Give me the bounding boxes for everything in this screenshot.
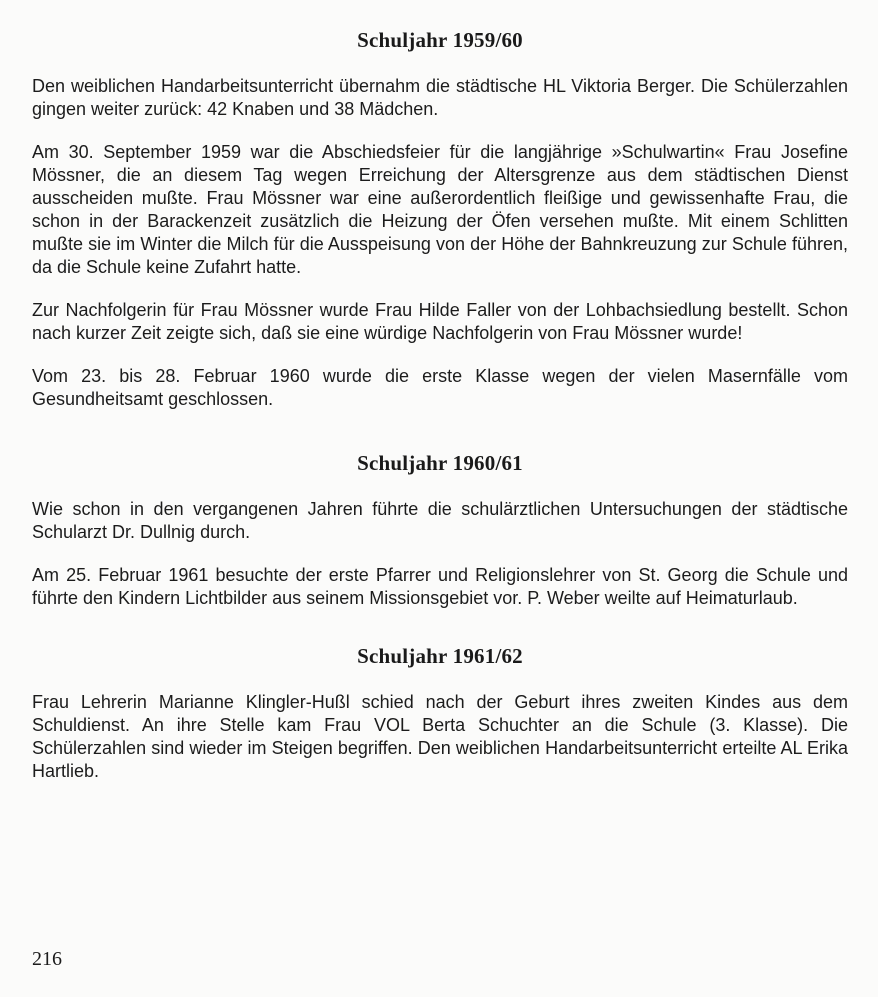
paragraph: Vom 23. bis 28. Februar 1960 wurde die erste Klasse wegen der vielen Masernfälle vom Gesundheitsamt geschlossen. — [32, 366, 848, 409]
paragraph: Am 30. September 1959 war die Abschiedsfeier für die langjährige »Schulwartin« Frau Josefine Mössner, die an diesem Tag wegen Erreichung der Altersgrenze aus dem städtischen Dienst ausscheiden mußte. Frau Mössner war eine außerordentlich fleißige und gewissenhafte Frau, die schon in der Barackenzeit zusätzlich die Heizung der Öfen versehen mußte. Mit einem Schlitten mußte sie im Winter die Milch für die Ausspeisung von der Höhe der Bahnkreuzung zur Schule führen, da die Schule keine Zufahrt hatte. — [32, 142, 848, 277]
paragraph: Wie schon in den vergangenen Jahren führte die schulärztlichen Untersuchungen der städtische Schularzt Dr. Dullnig durch. — [32, 499, 848, 542]
paragraph: Den weiblichen Handarbeitsunterricht übernahm die städtische HL Viktoria Berger. Die Schülerzahlen gingen weiter zurück: 42 Knaben und 38 Mädchen. — [32, 76, 848, 119]
page-content — [32, 28, 848, 817]
section-heading: Schuljahr 1961/62 — [357, 644, 523, 668]
paragraph: Zur Nachfolgerin für Frau Mössner wurde Frau Hilde Faller von der Lohbachsiedlung bestellt. Schon nach kurzer Zeit zeigte sich, daß sie eine würdige Nachfolgerin von Frau Mössner wurde! — [32, 300, 848, 343]
section-1961-62 — [32, 644, 848, 783]
paragraph: Frau Lehrerin Marianne Klingler-Hußl schied nach der Geburt ihres zweiten Kindes aus dem Schuldienst. An ihre Stelle kam Frau VOL Berta Schuchter an die Schule (3. Klasse). Die Schülerzahlen sind wieder im Steigen begriffen. Den weiblichen Handarbeitsunterricht erteilte AL Erika Hartlieb. — [32, 692, 848, 781]
section-1960-61 — [32, 451, 848, 610]
section-heading: Schuljahr 1960/61 — [357, 451, 523, 475]
paragraph: Am 25. Februar 1961 besuchte der erste Pfarrer und Religionslehrer von St. Georg die Schule und führte den Kindern Lichtbilder aus seinem Missionsgebiet vor. P. Weber weilte auf Heimaturlaub. — [32, 565, 848, 608]
section-1959-60 — [32, 28, 848, 411]
page-number: 216 — [32, 948, 62, 970]
section-heading: Schuljahr 1959/60 — [357, 28, 523, 52]
